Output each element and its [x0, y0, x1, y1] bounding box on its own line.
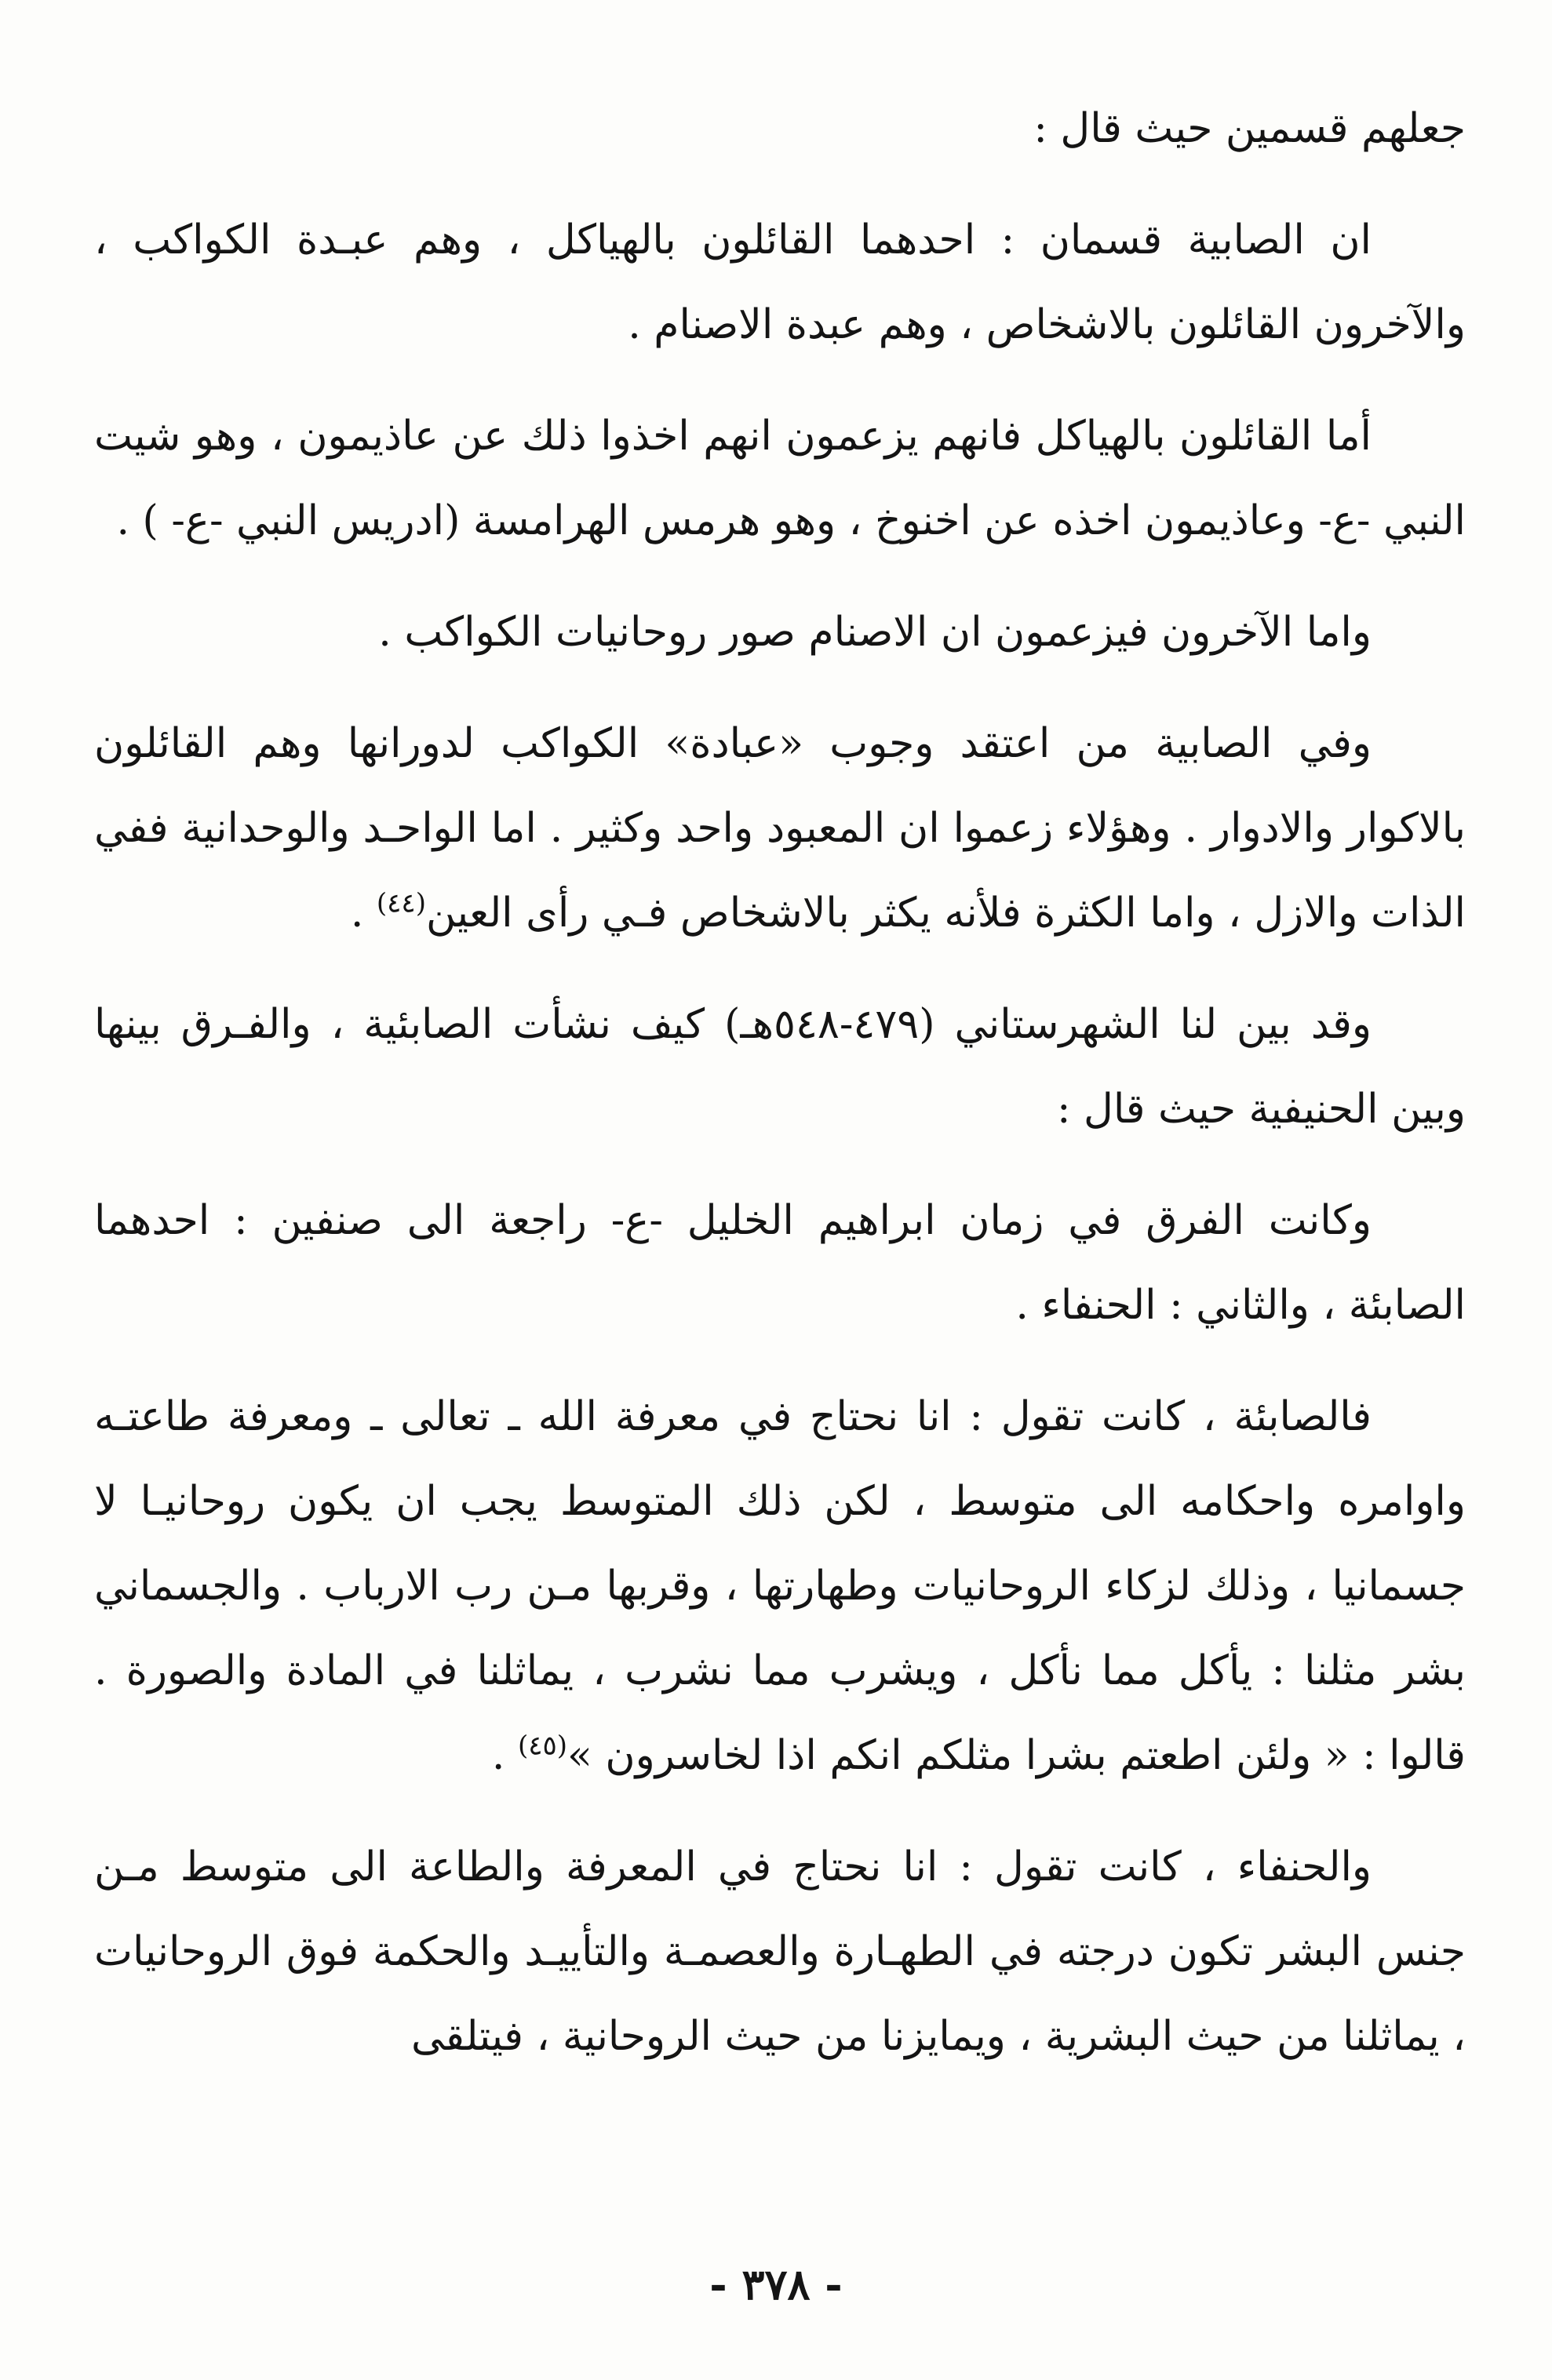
- paragraph-7: [94, 1178, 1466, 1348]
- paragraph-tail: .: [491, 1732, 518, 1779]
- paragraph-text: فالصابئة ، كانت تقول : انا نحتاج في معرفة الله ـ تعالى ـ ومعرفة طاعتـه واوامره واحكامه الى متوسط ، لكن ذلك المتوسط يجب ان يكون روحانيـا لا جسمانيا ، وذلك لزكاء الروحانيات وطهارتها ، وقربها مـن رب الارباب . والجسماني بشر مثلنا : يأكل مما نأكل ، ويشرب مما نشرب ، يماثلنا في المادة والصورة . قالوا : « ولئن اطعتم بشرا مثلكم انكم اذا لخاسرون »: [94, 1393, 1466, 1779]
- paragraph-text: وقد بين لنا الشهرستاني (٤٧٩-٥٤٨هـ) كيف نشأت الصابئية ، والفـرق بينها وبين الحنيفية حيث قال :: [94, 1001, 1466, 1133]
- paragraph-text: أما القائلون بالهياكل فانهم يزعمون انهم اخذوا ذلك عن عاذيمون ، وهو شيت النبي -ع- وعاذيمون اخذه عن اخنوخ ، وهو هرمس الهرامسة (ادريس النبي -ع- ) .: [94, 413, 1466, 544]
- paragraph-text: ان الصابية قسمان : احدهما القائلون بالهياكل ، وهم عبـدة الكواكب ، والآخرون القائلون بالاشخاص ، وهم عبدة الاصنام .: [94, 217, 1466, 348]
- paragraph-8: [94, 1374, 1466, 1798]
- paragraph-9: [94, 1825, 1466, 2079]
- paragraph-tail: .: [350, 890, 377, 937]
- paragraph-1: [94, 86, 1466, 171]
- page-body-text: [94, 86, 1466, 2105]
- footnote-marker: (٤٤): [376, 887, 426, 919]
- page-number: - ٣٧٨ -: [709, 2259, 843, 2309]
- paragraph-text: واما الآخرون فيزعمون ان الاصنام صور روحانيات الكواكب .: [378, 609, 1372, 656]
- paragraph-text: والحنفاء ، كانت تقول : انا نحتاج في المعرفة والطاعة الى متوسط مـن جنس البشر تكون درجته في الطهـارة والعصمـة والتأييـد والحكمة فوق الروحانيات ، يماثلنا من حيث البشرية ، ويمايزنا من حيث الروحانية ، فيتلقى: [94, 1843, 1466, 2060]
- paragraph-text: وكانت الفرق في زمان ابراهيم الخليل -ع- راجعة الى صنفين : احدهما الصابئة ، والثاني : الحنفاء .: [94, 1197, 1466, 1329]
- paragraph-text: جعلهم قسمين حيث قال :: [1033, 105, 1466, 152]
- paragraph-4: [94, 590, 1466, 675]
- paragraph-3: [94, 394, 1466, 563]
- paragraph-6: [94, 982, 1466, 1152]
- footnote-marker: (٤٥): [517, 1730, 568, 1762]
- paragraph-text: وفي الصابية من اعتقد وجوب «عبادة» الكواكب لدورانها وهم القائلون بالاكوار والادوار . وهؤلاء زعموا ان المعبود واحد وكثير . اما الواحـد والوحدانية ففي الذات والازل ، واما الكثرة فلأنه يكثر بالاشخاص فـي رأى العين: [94, 720, 1466, 937]
- paragraph-5: [94, 701, 1466, 955]
- paragraph-2: [94, 198, 1466, 367]
